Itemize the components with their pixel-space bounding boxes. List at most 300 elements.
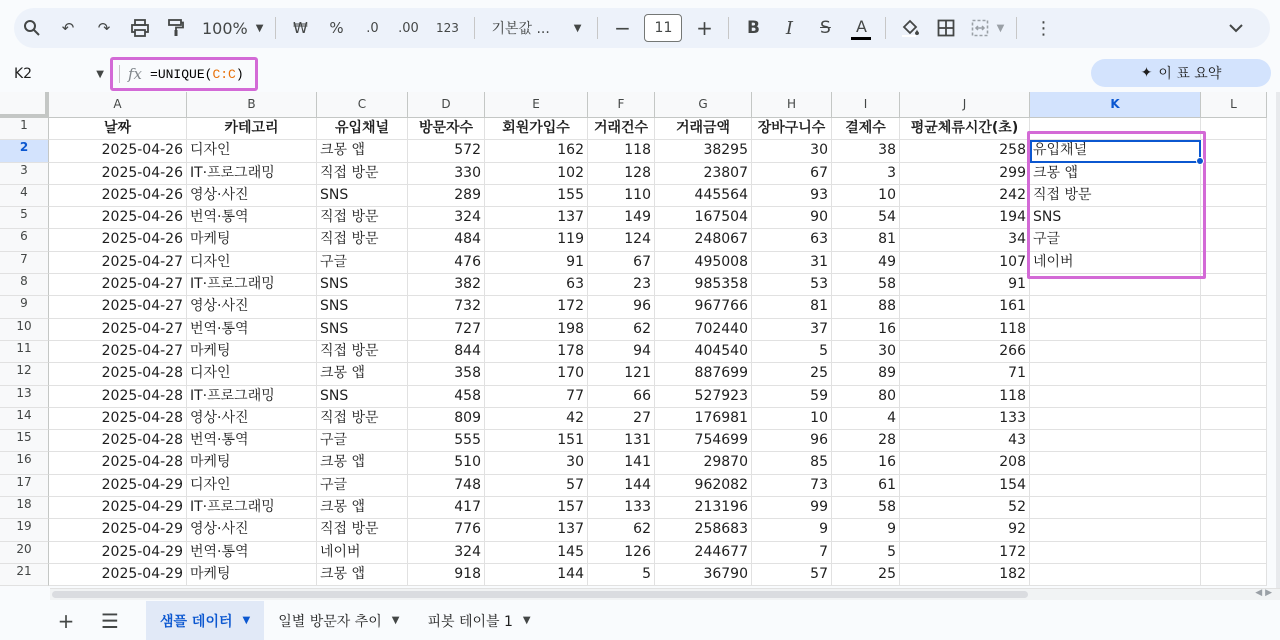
cell-e[interactable]: 170 [485, 363, 588, 385]
cell-f[interactable]: 149 [588, 207, 655, 229]
all-sheets-icon[interactable]: ☰ [101, 608, 119, 633]
cell-i[interactable]: 9 [832, 519, 900, 541]
cell-b[interactable]: 디자인 [187, 363, 317, 385]
text-color-button[interactable] [843, 12, 879, 44]
cell-i[interactable]: 3 [832, 163, 900, 185]
cell-h[interactable]: 7 [752, 542, 832, 564]
cell-g[interactable]: 36790 [655, 564, 752, 586]
cell-b[interactable]: 마케팅 [187, 341, 317, 363]
cell-l[interactable] [1201, 207, 1267, 229]
font-size-input[interactable]: 11 [644, 14, 682, 42]
undo-icon[interactable]: ↶ [61, 19, 75, 37]
cell-d[interactable]: 324 [408, 207, 485, 229]
cell-b[interactable]: IT·프로그래밍 [187, 386, 317, 408]
cell-g[interactable]: 258683 [655, 519, 752, 541]
horizontal-scroll-thumb[interactable] [52, 591, 1028, 598]
cell-e[interactable]: 91 [485, 252, 588, 274]
cell-f[interactable]: 27 [588, 408, 655, 430]
cell-a[interactable]: 2025-04-26 [49, 140, 187, 162]
cell-c[interactable]: 크몽 앱 [317, 452, 408, 474]
cell-e[interactable]: 63 [485, 274, 588, 296]
sheet-tab[interactable] [146, 601, 264, 640]
font-size-decrease-button[interactable]: − [614, 16, 631, 40]
currency-format-button[interactable]: ₩ [293, 19, 308, 37]
font-family-select[interactable] [481, 12, 591, 44]
cell-d[interactable]: 727 [408, 319, 485, 341]
cell-g[interactable]: 962082 [655, 475, 752, 497]
cell-k[interactable]: SNS [1030, 207, 1201, 229]
cell-j[interactable]: 52 [900, 497, 1030, 519]
search-icon[interactable] [14, 12, 50, 44]
cell-f[interactable]: 62 [588, 319, 655, 341]
cell-i[interactable]: 49 [832, 252, 900, 274]
cell-h[interactable]: 53 [752, 274, 832, 296]
cell-k[interactable] [1030, 274, 1201, 296]
cell-g[interactable]: 445564 [655, 185, 752, 207]
cell-i[interactable]: 54 [832, 207, 900, 229]
header-cell[interactable]: 거래건수 [588, 118, 655, 140]
summarize-table-button[interactable] [1091, 59, 1271, 87]
cell-a[interactable]: 2025-04-27 [49, 319, 187, 341]
cell-k[interactable] [1030, 497, 1201, 519]
cell-k[interactable] [1030, 564, 1201, 586]
row-header[interactable]: 17 [0, 475, 49, 497]
cell-l[interactable] [1201, 430, 1267, 452]
cell-c[interactable]: 직접 방문 [317, 207, 408, 229]
cell-d[interactable]: 476 [408, 252, 485, 274]
cell-a[interactable]: 2025-04-28 [49, 386, 187, 408]
cell-a[interactable]: 2025-04-26 [49, 163, 187, 185]
cell-i[interactable]: 28 [832, 430, 900, 452]
cell-b[interactable]: 디자인 [187, 252, 317, 274]
cell-h[interactable]: 93 [752, 185, 832, 207]
print-icon[interactable] [122, 12, 158, 44]
cell-f[interactable]: 126 [588, 542, 655, 564]
cell-c[interactable]: 구글 [317, 475, 408, 497]
cell-g[interactable]: 495008 [655, 252, 752, 274]
cell-d[interactable]: 809 [408, 408, 485, 430]
sheet-tab[interactable] [264, 601, 413, 640]
cell-j[interactable]: 161 [900, 296, 1030, 318]
cell-g[interactable]: 167504 [655, 207, 752, 229]
zoom-select[interactable] [194, 12, 269, 44]
cell-i[interactable]: 5 [832, 542, 900, 564]
cell-i[interactable]: 4 [832, 408, 900, 430]
cell-e[interactable]: 178 [485, 341, 588, 363]
cell-j[interactable]: 43 [900, 430, 1030, 452]
cell-a[interactable]: 2025-04-28 [49, 452, 187, 474]
cell-b[interactable]: 디자인 [187, 140, 317, 162]
cell-e[interactable]: 102 [485, 163, 588, 185]
cell-g[interactable]: 244677 [655, 542, 752, 564]
cell-a[interactable]: 2025-04-27 [49, 296, 187, 318]
cell-e[interactable]: 151 [485, 430, 588, 452]
row-header[interactable]: 10 [0, 319, 49, 341]
cell-h[interactable]: 25 [752, 363, 832, 385]
cell-j[interactable]: 258 [900, 140, 1030, 162]
cell-f[interactable]: 141 [588, 452, 655, 474]
cell-l[interactable] [1201, 497, 1267, 519]
cell-i[interactable]: 88 [832, 296, 900, 318]
cell-d[interactable]: 484 [408, 229, 485, 251]
cell-g[interactable]: 29870 [655, 452, 752, 474]
cell-i[interactable]: 38 [832, 140, 900, 162]
cell-l[interactable] [1201, 408, 1267, 430]
column-header-l[interactable]: L [1201, 92, 1267, 118]
cell-k[interactable]: 유입채널 [1030, 140, 1201, 162]
cell-d[interactable]: 748 [408, 475, 485, 497]
fill-color-icon[interactable] [892, 12, 928, 44]
cell-j[interactable]: 208 [900, 452, 1030, 474]
header-cell[interactable]: 날짜 [49, 118, 187, 140]
cell-f[interactable]: 23 [588, 274, 655, 296]
cell-i[interactable]: 89 [832, 363, 900, 385]
cell-b[interactable]: 디자인 [187, 475, 317, 497]
cell-h[interactable]: 85 [752, 452, 832, 474]
strikethrough-button[interactable]: S [820, 18, 831, 38]
header-cell[interactable]: 평균체류시간(초) [900, 118, 1030, 140]
cell-k[interactable] [1030, 296, 1201, 318]
cell-a[interactable]: 2025-04-27 [49, 341, 187, 363]
cell-l[interactable] [1201, 252, 1267, 274]
column-header-i[interactable]: I [832, 92, 900, 118]
cell-j[interactable]: 154 [900, 475, 1030, 497]
cell-c[interactable]: SNS [317, 274, 408, 296]
number-format-button[interactable]: 123 [436, 21, 459, 35]
row-header[interactable]: 20 [0, 542, 49, 564]
cell-l[interactable] [1201, 475, 1267, 497]
cell-c[interactable]: 직접 방문 [317, 341, 408, 363]
cell-j[interactable]: 133 [900, 408, 1030, 430]
cell-f[interactable]: 124 [588, 229, 655, 251]
cell-c[interactable]: 크몽 앱 [317, 363, 408, 385]
cell-f[interactable]: 133 [588, 497, 655, 519]
cell-e[interactable]: 162 [485, 140, 588, 162]
row-header[interactable]: 3 [0, 163, 49, 185]
cell-f[interactable]: 121 [588, 363, 655, 385]
cell-b[interactable]: 번역·통역 [187, 542, 317, 564]
column-header-e[interactable]: E [485, 92, 588, 118]
cell-e[interactable]: 42 [485, 408, 588, 430]
row-header[interactable]: 8 [0, 274, 49, 296]
cell-j[interactable]: 118 [900, 319, 1030, 341]
cell-e[interactable]: 157 [485, 497, 588, 519]
cell-l[interactable] [1201, 452, 1267, 474]
cell-c[interactable]: 직접 방문 [317, 229, 408, 251]
cell-b[interactable]: IT·프로그래밍 [187, 497, 317, 519]
cell-e[interactable]: 144 [485, 564, 588, 586]
cell-g[interactable]: 248067 [655, 229, 752, 251]
cell-e[interactable]: 137 [485, 207, 588, 229]
cell-k[interactable] [1030, 363, 1201, 385]
cell-i[interactable]: 25 [832, 564, 900, 586]
cell-d[interactable]: 417 [408, 497, 485, 519]
cell-f[interactable]: 110 [588, 185, 655, 207]
row-header[interactable]: 11 [0, 341, 49, 363]
paint-format-icon[interactable] [158, 12, 194, 44]
cell-e[interactable]: 145 [485, 542, 588, 564]
cell-g[interactable]: 23807 [655, 163, 752, 185]
row-header[interactable]: 19 [0, 519, 49, 541]
cell-f[interactable]: 96 [588, 296, 655, 318]
header-cell[interactable] [1030, 118, 1201, 140]
cell-c[interactable]: 직접 방문 [317, 163, 408, 185]
cell-j[interactable]: 34 [900, 229, 1030, 251]
header-cell[interactable]: 회원가입수 [485, 118, 588, 140]
column-header-d[interactable]: D [408, 92, 485, 118]
cell-k[interactable] [1030, 341, 1201, 363]
cell-c[interactable]: SNS [317, 185, 408, 207]
cell-b[interactable]: 영상·사진 [187, 296, 317, 318]
cell-g[interactable]: 527923 [655, 386, 752, 408]
sheet-tab[interactable] [413, 601, 544, 640]
header-cell[interactable]: 유입채널 [317, 118, 408, 140]
cell-g[interactable]: 754699 [655, 430, 752, 452]
italic-button[interactable]: I [785, 17, 794, 39]
cell-h[interactable]: 5 [752, 341, 832, 363]
cell-f[interactable]: 5 [588, 564, 655, 586]
cell-d[interactable]: 844 [408, 341, 485, 363]
cell-e[interactable]: 57 [485, 475, 588, 497]
cell-l[interactable] [1201, 229, 1267, 251]
cell-j[interactable]: 91 [900, 274, 1030, 296]
cell-a[interactable]: 2025-04-28 [49, 408, 187, 430]
cell-c[interactable]: SNS [317, 296, 408, 318]
cell-c[interactable]: 구글 [317, 430, 408, 452]
cell-a[interactable]: 2025-04-28 [49, 430, 187, 452]
cell-h[interactable]: 96 [752, 430, 832, 452]
cell-h[interactable]: 67 [752, 163, 832, 185]
cell-j[interactable]: 194 [900, 207, 1030, 229]
header-cell[interactable]: 장바구니수 [752, 118, 832, 140]
cell-d[interactable]: 382 [408, 274, 485, 296]
cell-l[interactable] [1201, 296, 1267, 318]
cell-h[interactable]: 90 [752, 207, 832, 229]
row-header[interactable]: 7 [0, 252, 49, 274]
cell-i[interactable]: 16 [832, 452, 900, 474]
cell-c[interactable]: 구글 [317, 252, 408, 274]
formula-input[interactable] [110, 57, 258, 91]
cell-e[interactable]: 119 [485, 229, 588, 251]
row-header[interactable]: 9 [0, 296, 49, 318]
increase-decimal-button[interactable] [390, 12, 426, 44]
cell-d[interactable]: 572 [408, 140, 485, 162]
cell-a[interactable]: 2025-04-29 [49, 475, 187, 497]
cell-g[interactable]: 702440 [655, 319, 752, 341]
cell-a[interactable]: 2025-04-27 [49, 274, 187, 296]
cell-j[interactable]: 299 [900, 163, 1030, 185]
percent-format-button[interactable]: % [329, 19, 344, 37]
cell-h[interactable]: 37 [752, 319, 832, 341]
cell-e[interactable]: 172 [485, 296, 588, 318]
row-header[interactable]: 15 [0, 430, 49, 452]
cell-h[interactable]: 57 [752, 564, 832, 586]
cell-k[interactable]: 직접 방문 [1030, 185, 1201, 207]
cell-l[interactable] [1201, 140, 1267, 162]
name-box[interactable] [10, 62, 104, 86]
cell-l[interactable] [1201, 185, 1267, 207]
cell-b[interactable]: 번역·통역 [187, 319, 317, 341]
cell-e[interactable]: 30 [485, 452, 588, 474]
cell-l[interactable] [1201, 542, 1267, 564]
row-header[interactable]: 16 [0, 452, 49, 474]
cell-f[interactable]: 118 [588, 140, 655, 162]
bold-button[interactable]: B [746, 18, 760, 38]
column-header-b[interactable]: B [187, 92, 317, 118]
cell-l[interactable] [1201, 519, 1267, 541]
cell-j[interactable]: 242 [900, 185, 1030, 207]
cell-b[interactable]: 번역·통역 [187, 207, 317, 229]
row-header[interactable]: 14 [0, 408, 49, 430]
header-cell[interactable]: 방문자수 [408, 118, 485, 140]
column-header-k[interactable]: K [1030, 92, 1201, 118]
cell-g[interactable]: 887699 [655, 363, 752, 385]
cell-j[interactable]: 71 [900, 363, 1030, 385]
column-header-j[interactable]: J [900, 92, 1030, 118]
row-header[interactable]: 1 [0, 118, 49, 140]
more-options-icon[interactable]: ⋮ [1034, 17, 1053, 39]
cell-j[interactable]: 182 [900, 564, 1030, 586]
cell-a[interactable]: 2025-04-29 [49, 497, 187, 519]
cell-j[interactable]: 172 [900, 542, 1030, 564]
cell-d[interactable]: 510 [408, 452, 485, 474]
row-header[interactable]: 18 [0, 497, 49, 519]
cell-d[interactable]: 324 [408, 542, 485, 564]
cell-l[interactable] [1201, 386, 1267, 408]
cell-e[interactable]: 77 [485, 386, 588, 408]
cell-e[interactable]: 198 [485, 319, 588, 341]
cell-a[interactable]: 2025-04-27 [49, 252, 187, 274]
cell-e[interactable]: 155 [485, 185, 588, 207]
fill-handle[interactable] [1196, 157, 1204, 165]
cell-a[interactable]: 2025-04-29 [49, 519, 187, 541]
cell-b[interactable]: 영상·사진 [187, 519, 317, 541]
cell-f[interactable]: 62 [588, 519, 655, 541]
redo-icon[interactable]: ↷ [97, 19, 111, 37]
merge-cells-icon[interactable] [964, 12, 1010, 44]
cell-a[interactable]: 2025-04-26 [49, 185, 187, 207]
row-header[interactable]: 12 [0, 363, 49, 385]
cell-k[interactable]: 네이버 [1030, 252, 1201, 274]
cell-f[interactable]: 144 [588, 475, 655, 497]
cell-a[interactable]: 2025-04-26 [49, 229, 187, 251]
cell-d[interactable]: 776 [408, 519, 485, 541]
row-header[interactable]: 5 [0, 207, 49, 229]
cell-c[interactable]: 크몽 앱 [317, 564, 408, 586]
cell-g[interactable]: 176981 [655, 408, 752, 430]
row-header[interactable]: 13 [0, 386, 49, 408]
cell-c[interactable]: 직접 방문 [317, 519, 408, 541]
font-size-increase-button[interactable]: + [696, 16, 713, 40]
borders-icon[interactable] [928, 12, 964, 44]
select-all-corner[interactable] [0, 92, 49, 118]
collapse-toolbar-icon[interactable] [1218, 12, 1254, 44]
add-sheet-icon[interactable]: + [57, 608, 75, 633]
cell-k[interactable] [1030, 319, 1201, 341]
row-header[interactable]: 2 [0, 140, 49, 162]
cell-l[interactable] [1201, 319, 1267, 341]
cell-d[interactable]: 358 [408, 363, 485, 385]
cell-h[interactable]: 63 [752, 229, 832, 251]
cell-j[interactable]: 107 [900, 252, 1030, 274]
cell-a[interactable]: 2025-04-29 [49, 542, 187, 564]
row-header[interactable]: 6 [0, 229, 49, 251]
cell-h[interactable]: 99 [752, 497, 832, 519]
cell-c[interactable]: 크몽 앱 [317, 497, 408, 519]
column-header-c[interactable]: C [317, 92, 408, 118]
cell-b[interactable]: 마케팅 [187, 564, 317, 586]
column-header-h[interactable]: H [752, 92, 832, 118]
cell-l[interactable] [1201, 341, 1267, 363]
cell-g[interactable]: 38295 [655, 140, 752, 162]
cell-e[interactable]: 137 [485, 519, 588, 541]
column-header-g[interactable]: G [655, 92, 752, 118]
cell-i[interactable]: 81 [832, 229, 900, 251]
cell-j[interactable]: 92 [900, 519, 1030, 541]
header-cell[interactable] [1201, 118, 1267, 140]
cell-k[interactable] [1030, 408, 1201, 430]
cell-l[interactable] [1201, 274, 1267, 296]
cell-k[interactable] [1030, 430, 1201, 452]
cell-c[interactable]: 직접 방문 [317, 408, 408, 430]
cell-k[interactable] [1030, 452, 1201, 474]
horizontal-scrollbar[interactable] [50, 588, 1280, 600]
cell-k[interactable]: 크몽 앱 [1030, 163, 1201, 185]
cell-i[interactable]: 61 [832, 475, 900, 497]
cell-f[interactable]: 128 [588, 163, 655, 185]
cell-d[interactable]: 918 [408, 564, 485, 586]
row-header[interactable]: 21 [0, 564, 49, 586]
cell-a[interactable]: 2025-04-26 [49, 207, 187, 229]
column-header-a[interactable]: A [49, 92, 187, 118]
cell-b[interactable]: 번역·통역 [187, 430, 317, 452]
cell-i[interactable]: 58 [832, 497, 900, 519]
cell-d[interactable]: 555 [408, 430, 485, 452]
cell-h[interactable]: 73 [752, 475, 832, 497]
decrease-decimal-button[interactable] [354, 12, 390, 44]
cell-d[interactable]: 330 [408, 163, 485, 185]
cell-d[interactable]: 732 [408, 296, 485, 318]
cell-a[interactable]: 2025-04-29 [49, 564, 187, 586]
cell-i[interactable]: 30 [832, 341, 900, 363]
cell-d[interactable]: 458 [408, 386, 485, 408]
header-cell[interactable]: 거래금액 [655, 118, 752, 140]
cell-f[interactable]: 66 [588, 386, 655, 408]
header-cell[interactable]: 카테고리 [187, 118, 317, 140]
cell-b[interactable]: 영상·사진 [187, 408, 317, 430]
cell-h[interactable]: 59 [752, 386, 832, 408]
row-header[interactable]: 4 [0, 185, 49, 207]
cell-l[interactable] [1201, 564, 1267, 586]
cell-h[interactable]: 31 [752, 252, 832, 274]
header-cell[interactable]: 결제수 [832, 118, 900, 140]
cell-i[interactable]: 16 [832, 319, 900, 341]
cell-f[interactable]: 131 [588, 430, 655, 452]
cell-l[interactable] [1201, 163, 1267, 185]
scroll-arrows-icon[interactable]: ◀ ▶ [1255, 588, 1272, 598]
cell-g[interactable]: 404540 [655, 341, 752, 363]
cell-k[interactable] [1030, 519, 1201, 541]
cell-i[interactable]: 80 [832, 386, 900, 408]
cell-b[interactable]: 영상·사진 [187, 185, 317, 207]
cell-g[interactable]: 213196 [655, 497, 752, 519]
cell-i[interactable]: 58 [832, 274, 900, 296]
cell-k[interactable] [1030, 386, 1201, 408]
cell-h[interactable]: 81 [752, 296, 832, 318]
cell-f[interactable]: 67 [588, 252, 655, 274]
cell-j[interactable]: 118 [900, 386, 1030, 408]
cell-i[interactable]: 10 [832, 185, 900, 207]
